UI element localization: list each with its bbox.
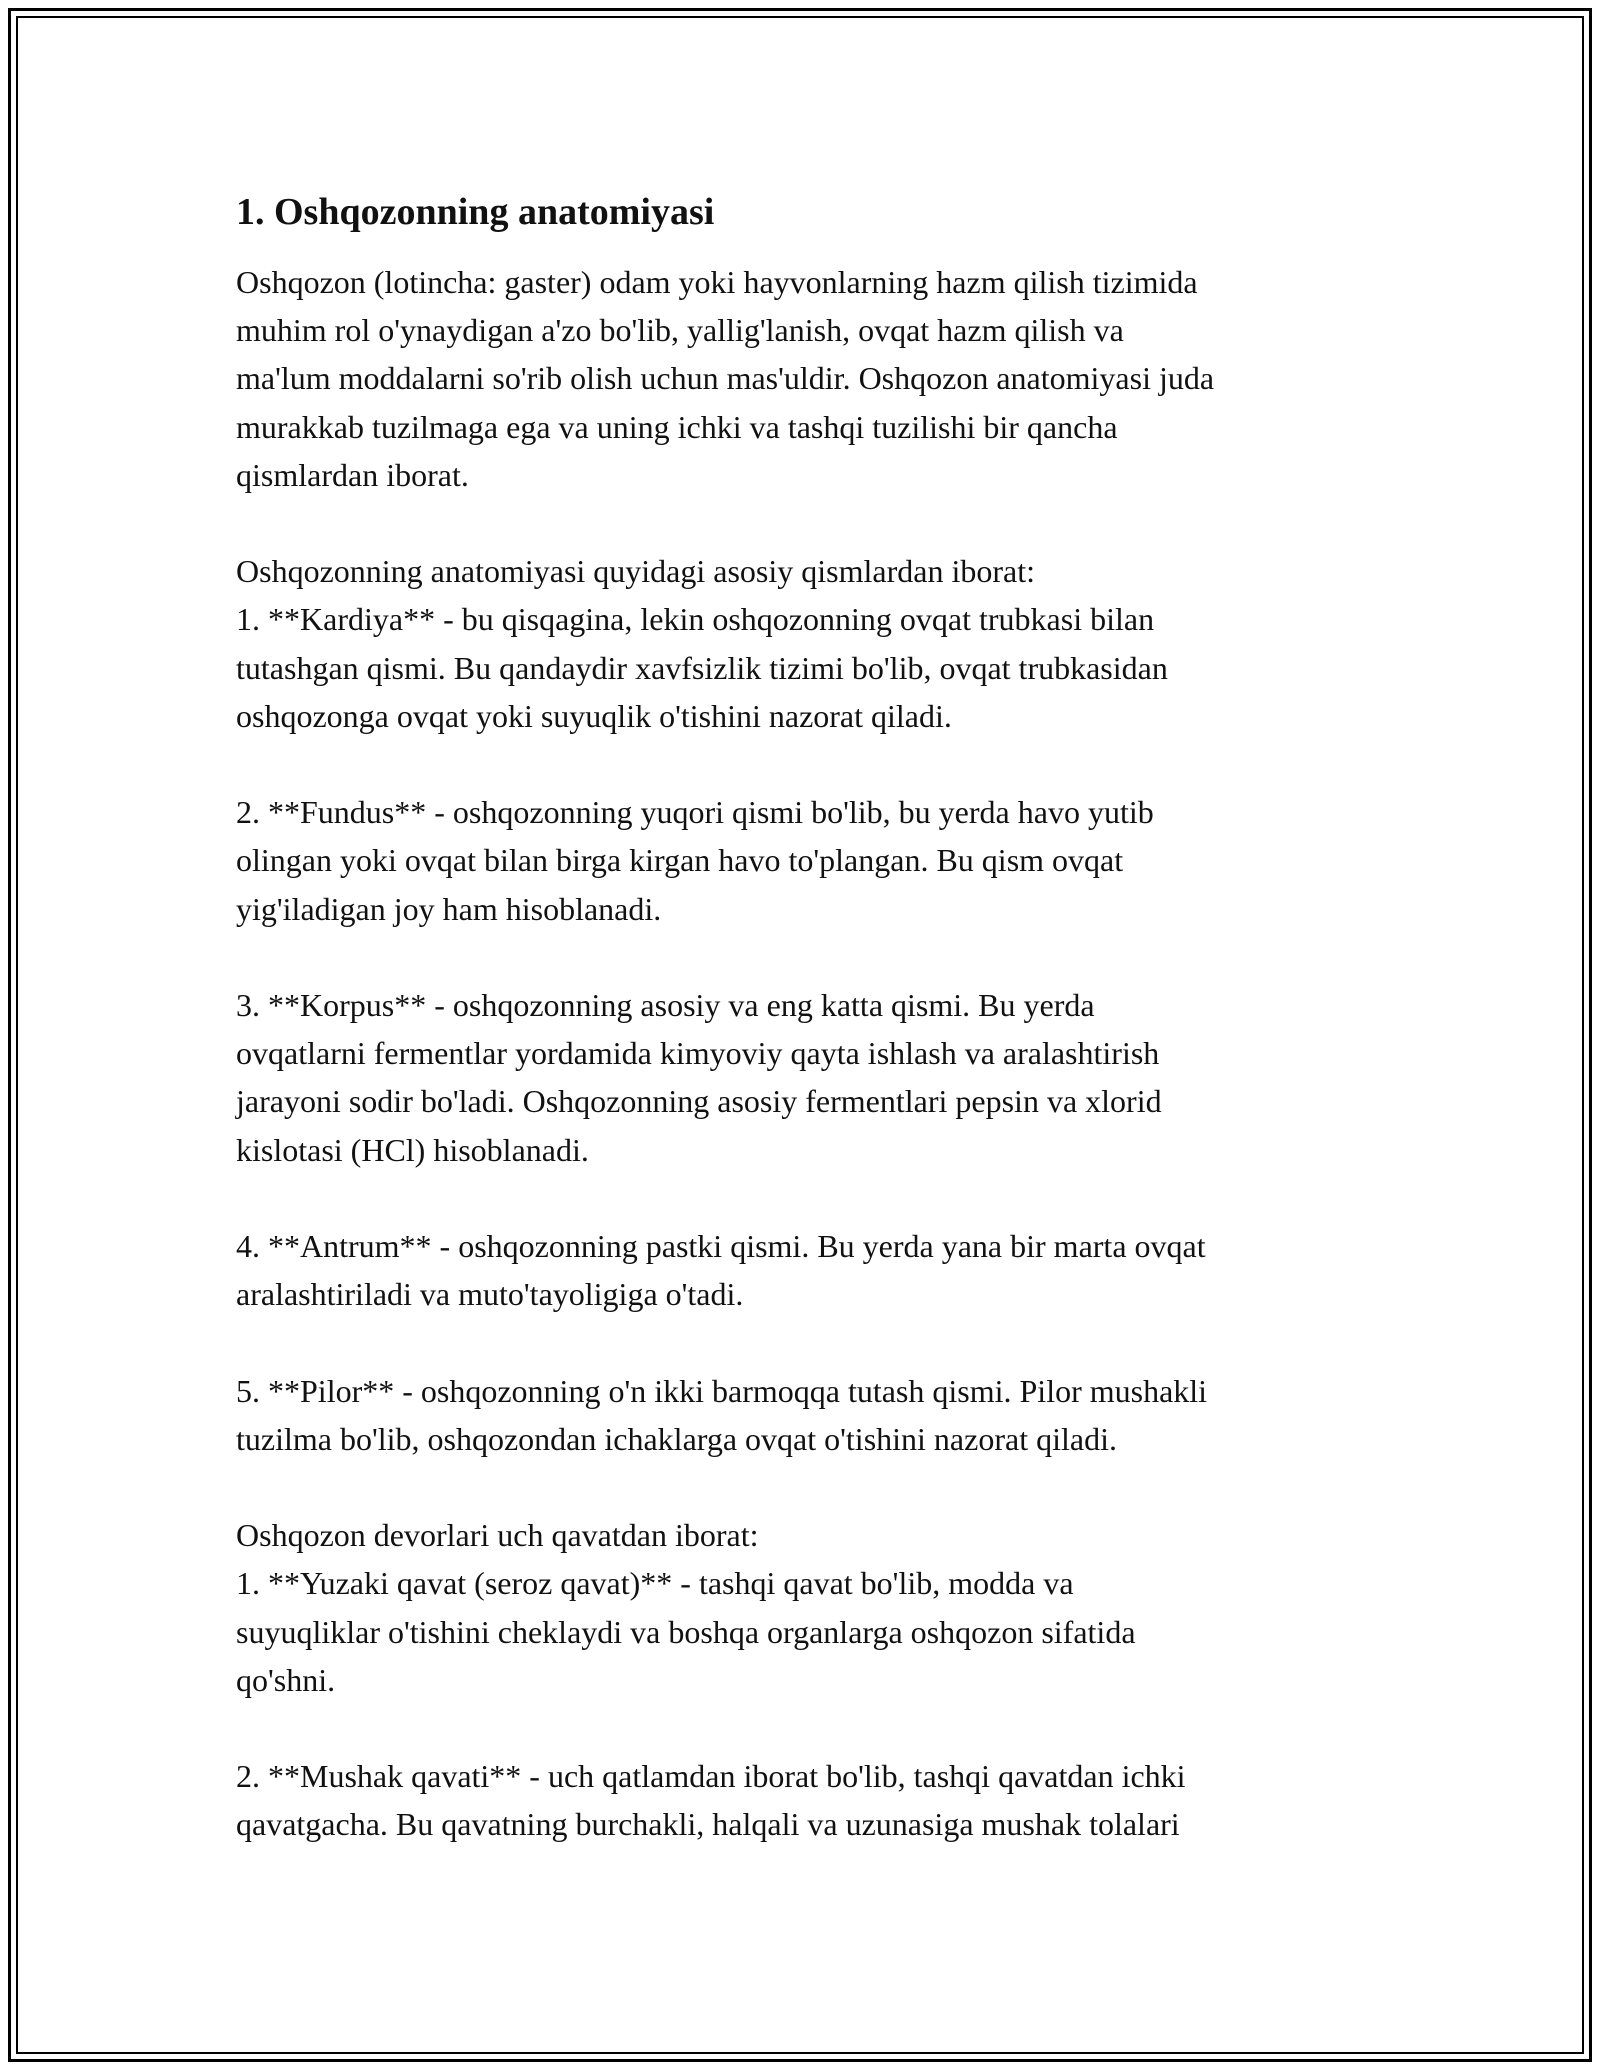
paragraph-gap — [236, 499, 1366, 547]
text-line: murakkab tuzilmaga ega va uning ichki va tashqi tuzilishi bir qancha — [236, 408, 1118, 445]
paragraph — [236, 547, 1366, 740]
text-line: 3. **Korpus** - oshqozonning asosiy va eng katta qismi. Bu yerda — [236, 987, 1095, 1023]
text-line: muhim rol o'ynaydigan a'zo bo'lib, yallig'lanish, ovqat hazm qilish va — [236, 312, 1124, 349]
section-heading: 1. Oshqozonning anatomiyasi — [236, 191, 715, 233]
paragraph-gap — [236, 1463, 1366, 1511]
text-line: 4. **Antrum** - oshqozonning pastki qismi. Bu yerda yana bir marta ovqat — [236, 1228, 1206, 1264]
document-body — [236, 188, 1366, 1849]
paragraph — [236, 981, 1366, 1174]
text-line: 1. **Yuzaki qavat (seroz qavat)** - tashqi qavat bo'lib, modda va — [236, 1565, 1074, 1602]
paragraph-gap — [236, 1174, 1366, 1222]
text-line: tutashgan qismi. Bu qandaydir xavfsizlik tizimi bo'lib, ovqat trubkasidan — [236, 649, 1168, 686]
text-line: qo'shni. — [236, 1661, 336, 1698]
text-line: oshqozonga ovqat yoki suyuqlik o'tishini nazorat qiladi. — [236, 697, 952, 734]
paragraph — [236, 1367, 1366, 1463]
paragraph — [236, 1511, 1366, 1704]
text-line: 2. **Fundus** - oshqozonning yuqori qismi bo'lib, bu yerda havo yutib — [236, 794, 1154, 831]
paragraph — [236, 1752, 1366, 1848]
text-line: kislotasi (HCl) hisoblanadi. — [236, 1131, 589, 1168]
text-line: aralashtiriladi va muto'tayoligiga o'tadi. — [236, 1276, 744, 1313]
paragraph — [236, 258, 1366, 499]
paragraph — [236, 788, 1366, 933]
text-line: suyuqliklar o'tishini cheklaydi va boshqa organlarga oshqozon sifatida — [236, 1613, 1136, 1650]
text-line: 5. **Pilor** - oshqozonning o'n ikki barmoqqa tutash qismi. Pilor mushakli — [236, 1372, 1208, 1409]
paragraph-container — [236, 258, 1366, 1849]
text-line: ma'lum moddalarni so'rib olish uchun mas'uldir. Oshqozon anatomiyasi juda — [236, 360, 1215, 397]
text-line: olingan yoki ovqat bilan birga kirgan havo to'plangan. Bu qism ovqat — [236, 842, 1124, 879]
paragraph-gap — [236, 933, 1366, 981]
text-line: tuzilma bo'lib, oshqozondan ichaklarga ovqat o'tishini nazorat qiladi. — [236, 1420, 1117, 1457]
text-line: jarayoni sodir bo'ladi. Oshqozonning asosiy fermentlari pepsin va xlorid — [236, 1083, 1162, 1120]
text-line: qavatgacha. Bu qavatning burchakli, halqali va uzunasiga mushak tolalari — [236, 1806, 1180, 1843]
paragraph-gap — [236, 1704, 1366, 1752]
text-line: 2. **Mushak qavati** - uch qatlamdan iborat bo'lib, tashqi qavatdan ichki — [236, 1758, 1186, 1795]
text-line: Oshqozon (lotincha: gaster) odam yoki hayvonlarning hazm qilish tizimida — [236, 264, 1198, 300]
text-line: Oshqozonning anatomiyasi quyidagi asosiy qismlardan iborat: — [236, 553, 1035, 590]
text-line: Oshqozon devorlari uch qavatdan iborat: — [236, 1517, 759, 1554]
text-line: 1. **Kardiya** - bu qisqagina, lekin oshqozonning ovqat trubkasi bilan — [236, 601, 1155, 638]
paragraph-gap — [236, 1318, 1366, 1366]
text-line: qismlardan iborat. — [236, 456, 469, 493]
paragraph — [236, 1222, 1366, 1318]
text-line: yig'iladigan joy ham hisoblanadi. — [236, 890, 662, 927]
paragraph-gap — [236, 740, 1366, 788]
text-line: ovqatlarni fermentlar yordamida kimyoviy qayta ishlash va aralashtirish — [236, 1035, 1160, 1072]
